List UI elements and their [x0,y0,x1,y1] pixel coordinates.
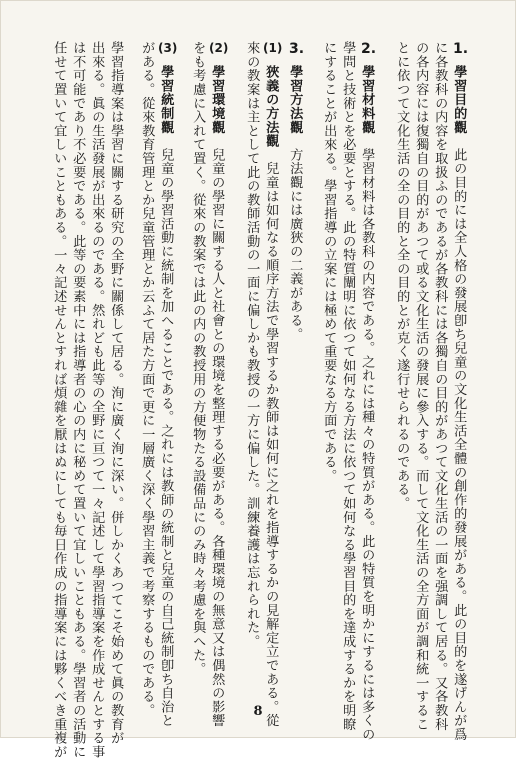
text-line: 學問と技術とを必要とする。此の特質闡明に依つて如何なる方法に依つて如何なる學習目的を達成するかを明瞭 [340,41,356,731]
text-line: 出來る。眞の生活發展が出來るのである。然れども此等の全野に亘つて一々記述して學習指導案を作成せんとする事 [89,41,105,759]
text-line [209,65,225,728]
subsection-heading: 狹義の方法觀 [263,65,279,148]
text-line: とに依つて文化生活の全の目的と全の目的とが克く遂行せられるのである。 [394,41,410,511]
section-text: 此の目的には全人格の發展卽ち兒童の文化生活全體の創作的發展がある。此の目的を遂げんが爲 [451,134,467,742]
text-line: は不可能であり不必要である。此等の要素中には指導者の心の内に秘めて置いて宜しいこともある。學習者の活動に [70,41,86,759]
section-heading: 學習目的觀 [451,65,467,134]
text-line: がある。從來教育管理とか兒童管理とか云ふて居た方面で更に一層廣く深く學習主義で考察するものである。 [139,41,155,718]
section-text: 兒童の學習に關する人と社會との環境を整理する必要がある。各種環境の無意又は偶然の影響 [209,134,225,728]
text-line [359,65,375,742]
section-number: 3. [289,41,305,57]
section-number: 1. [453,41,469,57]
text-line: に各教科の内容を取扱ふのであるが各教科には各獨自の目的があつて文化生活の一面を强調して居る。又各教科 [432,41,448,731]
text-line [158,65,174,728]
text-line: 學習指導案は學習に關する研究の全野に關係して居る。洵に廣く洵に深い。併しかくあつてこそ始めて眞の教育が [108,41,124,745]
text-line: にすることが出來る。學習指導の立案には極めて重要なる方面である。 [321,41,337,483]
subsection-heading: 學習環境觀 [209,65,225,134]
section-text: 兒童は如何なる順序方法で學習するか教師は如何に之れを指導するかの見解定立である。從 [263,147,279,728]
section-heading: 學習材料觀 [359,65,375,134]
text-line [263,65,279,728]
text-line: の各内容には復獨自の目的があつて或る文化生活の發展に參入する。而して文化生活の全方面が調和統一するこ [413,41,429,731]
text-line: 來の教案は主として此の教師活動の一面に偏しかも教授の一方に偏した。訓練養護は忘れられた。 [244,41,260,649]
section-number: 2. [361,41,377,57]
section-text: 學習材料は各教科の内容である。之れには種々の特質がある。此の特質を明かにするには多くの [359,134,375,742]
subsection-number: (3) [158,41,178,55]
subsection-number: (1) [263,41,283,55]
page-number: 8 [253,704,263,719]
subsection-number: (2) [209,41,229,55]
section-heading: 學習方法觀 [287,65,303,134]
text-line [451,65,467,742]
subsection-heading: 學習統制觀 [158,65,174,134]
text-line: をも考慮に入れて置く。從來の教案では此の内の教授用の方便物たる設備品にのみ時々考慮を與へた。 [190,41,206,676]
section-text: 兒童の學習活動に統制を加へることである。之れには教師の統制と兒童の自己統制卽ち自治と [158,134,174,728]
section-text: 方法觀には廣狹の二義がある。 [287,134,303,341]
text-line [288,65,301,685]
text-line: 任せて置いて宜しいこともある。一々記述せんとすれば煩雜を厭はぬにしても毎日作成の指導案には夥くべき重複が [51,41,67,759]
